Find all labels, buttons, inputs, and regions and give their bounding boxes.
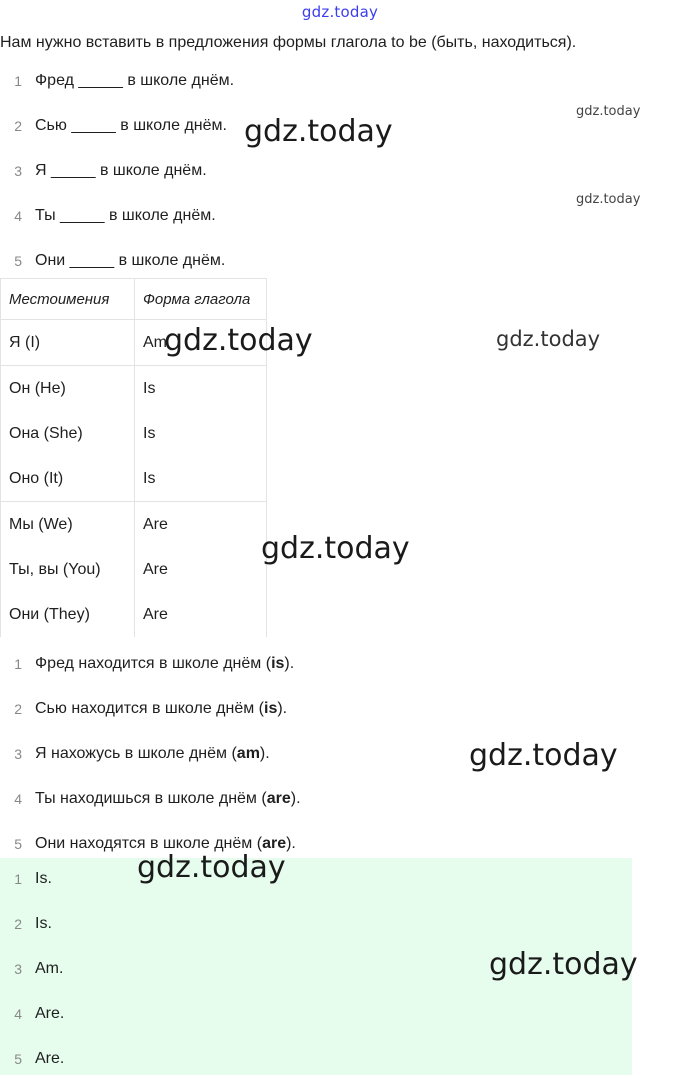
- item-text: Сью _____ в школе днём.: [35, 116, 227, 134]
- item-number: 1: [14, 72, 22, 89]
- watermark: gdz.today: [576, 192, 641, 207]
- exercise-item: [0, 58, 234, 103]
- table-cell: Ты, вы (You): [1, 547, 135, 592]
- item-number: 3: [14, 162, 22, 179]
- table-cell: Они (They): [1, 592, 135, 637]
- item-number: 4: [14, 207, 22, 224]
- item-number: 3: [14, 745, 22, 762]
- table-row: [1, 411, 267, 456]
- table-cell: Is: [135, 411, 267, 456]
- item-number: 1: [14, 655, 22, 672]
- table-header-row: [1, 279, 267, 320]
- answer-text: Am.: [35, 959, 64, 977]
- column-header: Форма глагола: [135, 279, 267, 320]
- table-row: [1, 547, 267, 592]
- watermark: gdz.today: [164, 323, 313, 358]
- table-row: [1, 456, 267, 502]
- table-cell: Are: [135, 547, 267, 592]
- watermark: gdz.today: [496, 327, 601, 351]
- item-number: 3: [14, 960, 22, 977]
- translation-item: [0, 641, 294, 686]
- item-number: 1: [14, 870, 22, 887]
- table-cell: Я (I): [1, 320, 135, 366]
- answer-item: [0, 856, 52, 901]
- exercise-item: [0, 148, 207, 193]
- verb-form: are: [266, 789, 291, 807]
- table-cell: Am: [135, 320, 267, 366]
- verb-form: is: [271, 654, 285, 672]
- item-number: 2: [14, 700, 22, 717]
- table-cell: Оно (It): [1, 456, 135, 502]
- answer-item: [0, 901, 52, 946]
- translation-item: [0, 686, 287, 731]
- table-row: [1, 366, 267, 412]
- item-text: Фред _____ в школе днём.: [35, 71, 235, 89]
- translation-item: [0, 731, 270, 776]
- answer-item: [0, 946, 63, 991]
- watermark: gdz.today: [137, 850, 286, 885]
- watermark: gdz.today: [489, 947, 638, 982]
- header-watermark: gdz.today: [301, 3, 379, 21]
- table-cell: Is: [135, 456, 267, 502]
- exercise-item: [0, 238, 225, 283]
- item-text: Я нахожусь в школе днём (am).: [35, 744, 270, 762]
- table-cell: Мы (We): [1, 502, 135, 548]
- watermark: gdz.today: [576, 104, 641, 119]
- answer-text: Are.: [35, 1004, 65, 1022]
- item-text: Фред находится в школе днём (is).: [35, 654, 295, 672]
- item-text: Ты _____ в школе днём.: [35, 206, 216, 224]
- verb-form: am: [236, 744, 260, 762]
- translation-item: [0, 776, 301, 821]
- intro-text: Нам нужно вставить в предложения формы глагола to be (быть, находиться).: [0, 34, 577, 51]
- column-header: Местоимения: [1, 279, 135, 320]
- answer-item: [0, 991, 64, 1036]
- table-cell: Is: [135, 366, 267, 412]
- item-text: Сью находится в школе днём (is).: [35, 699, 288, 717]
- watermark: gdz.today: [261, 531, 410, 566]
- item-text: Они _____ в школе днём.: [35, 251, 226, 269]
- table-row: [1, 592, 267, 637]
- table-cell: Он (He): [1, 366, 135, 412]
- item-number: 5: [14, 1050, 22, 1067]
- exercise-item: [0, 193, 216, 238]
- table-cell: Are: [135, 502, 267, 548]
- item-number: 5: [14, 252, 22, 269]
- item-number: 2: [14, 117, 22, 134]
- item-text: Они находятся в школе днём (are).: [35, 834, 296, 852]
- table-row: [1, 502, 267, 548]
- watermark: gdz.today: [244, 114, 393, 149]
- item-number: 4: [14, 1005, 22, 1022]
- table-cell: Она (She): [1, 411, 135, 456]
- answer-text: Is.: [35, 914, 52, 932]
- table-cell: Are: [135, 592, 267, 637]
- answer-text: Are.: [35, 1049, 65, 1067]
- item-number: 4: [14, 790, 22, 807]
- watermark: gdz.today: [469, 738, 618, 773]
- verb-form: is: [264, 699, 278, 717]
- answer-item: [0, 1036, 64, 1081]
- item-text: Я _____ в школе днём.: [35, 161, 207, 179]
- item-number: 5: [14, 835, 22, 852]
- exercise-item: [0, 103, 227, 148]
- answer-text: Is.: [35, 869, 52, 887]
- item-number: 2: [14, 915, 22, 932]
- item-text: Ты находишься в школе днём (are).: [35, 789, 301, 807]
- verb-form: are: [262, 834, 287, 852]
